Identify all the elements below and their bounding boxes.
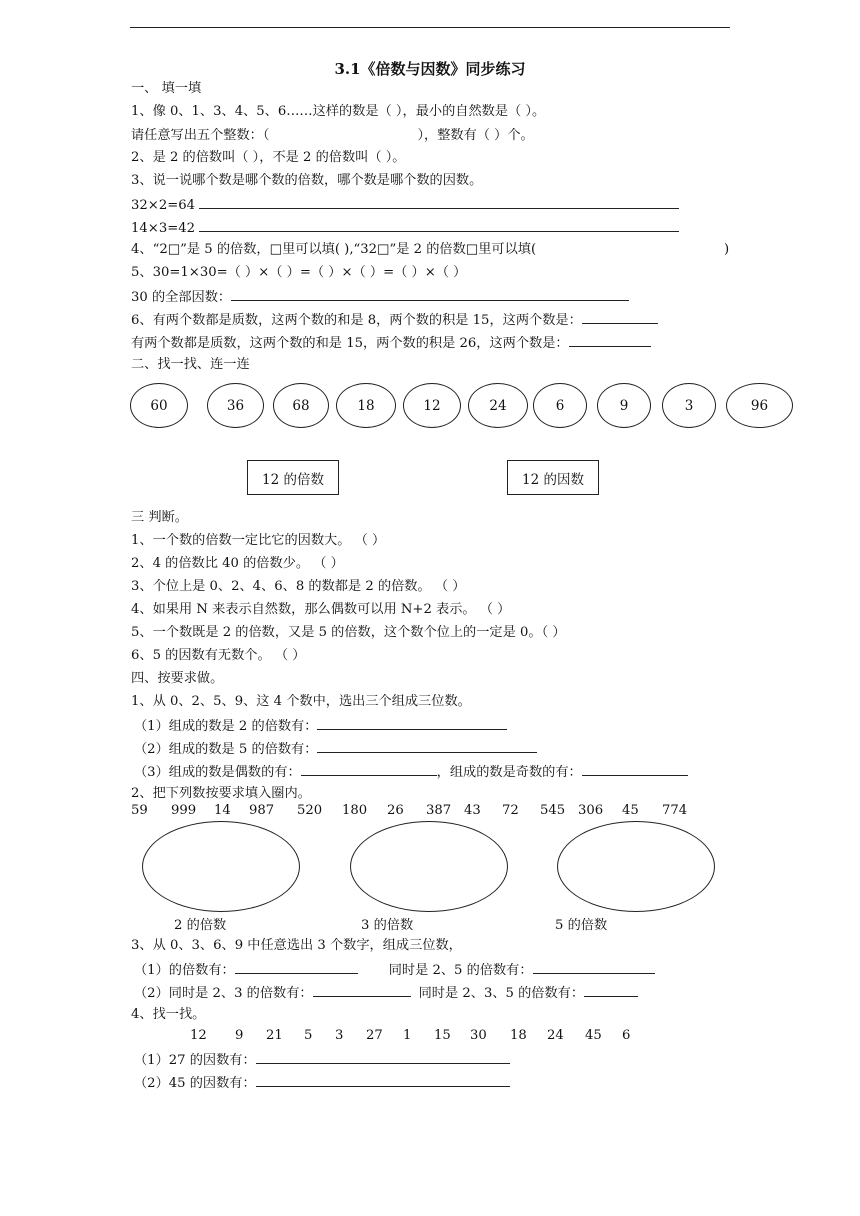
q4-number: 6 — [622, 1028, 631, 1043]
q6a-line — [131, 310, 658, 330]
q2-number: 43 — [464, 803, 481, 818]
multiples-of-3-circle[interactable] — [350, 821, 508, 912]
q3a-equation: 32×2=64 — [131, 198, 196, 213]
factors-of-12-box[interactable]: 12 的因数 — [507, 460, 599, 495]
s4-q4-2-line — [134, 1073, 510, 1093]
s4-q1-2-line — [134, 739, 537, 759]
q1-line-a: 1、像 0、1、3、4、5、6……这样的数是（ ），最小的自然数是（ ）。 — [131, 104, 546, 119]
q2-number: 180 — [342, 803, 368, 818]
q1b-prefix: 请任意写出五个整数：（ — [131, 128, 270, 143]
q6b-line — [131, 333, 651, 353]
s4-q3-1-label-b: 同时是 2、5 的倍数有： — [388, 963, 533, 978]
s4-q4-2-label: （2）45 的因数有： — [134, 1076, 256, 1091]
q4-number: 21 — [266, 1028, 283, 1043]
q1-line-b — [131, 126, 534, 145]
q3b-answer-blank[interactable] — [199, 218, 679, 232]
s4-q1-2-label: （2）组成的数是 5 的倍数有： — [134, 742, 318, 757]
q2-number: 306 — [578, 803, 604, 818]
q2-line: 2、是 2 的倍数叫（ ），不是 2 的倍数叫（ ）。 — [131, 150, 406, 165]
q2-number: 45 — [622, 803, 639, 818]
q2-number: 387 — [426, 803, 452, 818]
s4-q4-1-blank[interactable] — [256, 1050, 510, 1064]
s4-q4-number-row — [0, 1028, 860, 1046]
s4-q3: 3、从 0、3、6、9 中任意选出 3 个数字，组成三位数， — [131, 938, 462, 953]
q4-number: 15 — [434, 1028, 451, 1043]
s4-q3-1-blank-b[interactable] — [533, 960, 655, 974]
section2-heading: 二、找一找、连一连 — [131, 357, 250, 372]
number-oval-3[interactable]: 3 — [662, 383, 716, 428]
section4-heading: 四、按要求做。 — [131, 671, 224, 686]
number-oval-24[interactable]: 24 — [468, 383, 528, 428]
q5b-line — [131, 287, 629, 307]
q2-number: 72 — [502, 803, 519, 818]
q4-number: 3 — [335, 1028, 344, 1043]
page-title: 3.1《倍数与因数》同步练习 — [334, 60, 526, 78]
q4-number: 1 — [403, 1028, 412, 1043]
q6b-text: 有两个数都是质数，这两个数的和是 15，两个数的积是 26，这两个数是： — [131, 336, 569, 351]
q2-number: 987 — [249, 803, 275, 818]
q3b-equation: 14×3=42 — [131, 221, 196, 236]
section3-heading: 三 判断。 — [131, 510, 188, 525]
q4-number: 24 — [547, 1028, 564, 1043]
q2-number: 14 — [214, 803, 231, 818]
q3-line: 3、说一说哪个数是哪个数的倍数，哪个数是哪个数的因数。 — [131, 173, 483, 188]
q4-line: 4、“2□”是 5 的倍数，□里可以填( ),“32□”是 2 的倍数□里可以填( — [131, 242, 537, 257]
s4-q4-1-line — [134, 1050, 510, 1070]
q5-line: 5、30=1×30=（ ）×（ ）=（ ）×（ ）=（ ）×（ ） — [131, 265, 467, 280]
s4-q1-2-blank[interactable] — [317, 739, 537, 753]
number-oval-12[interactable]: 12 — [403, 383, 461, 428]
q4-close-paren: ) — [724, 242, 730, 257]
s4-q2-number-row — [0, 803, 860, 821]
header-rule — [130, 27, 730, 28]
q2-number: 999 — [171, 803, 197, 818]
s4-q1-3-blank-b[interactable] — [582, 762, 688, 776]
number-oval-18[interactable]: 18 — [336, 383, 396, 428]
s4-q3-2-blank-a[interactable] — [313, 983, 411, 997]
q4-number: 12 — [190, 1028, 207, 1043]
number-oval-68[interactable]: 68 — [273, 383, 329, 428]
judge-item-4: 4、如果用 N 来表示自然数，那么偶数可以用 N+2 表示。 （ ） — [131, 602, 511, 617]
s4-q3-2-label-b: 同时是 2、3、5 的倍数有： — [418, 986, 585, 1001]
judge-item-3: 3、个位上是 0、2、4、6、8 的数都是 2 的倍数。 （ ） — [131, 579, 466, 594]
q6a-text: 6、有两个数都是质数，这两个数的和是 8，两个数的积是 15，这两个数是： — [131, 313, 582, 328]
q1b-suffix: ），整数有（ ）个。 — [417, 128, 534, 143]
s4-q3-1-blank-a[interactable] — [235, 960, 358, 974]
q4-number: 18 — [510, 1028, 527, 1043]
s4-q3-2-line — [134, 983, 638, 1003]
q6b-answer-blank[interactable] — [569, 333, 651, 347]
s4-q4-2-blank[interactable] — [256, 1073, 510, 1087]
q4-number: 30 — [470, 1028, 487, 1043]
s4-q1-3-label-b: ，组成的数是奇数的有： — [436, 765, 582, 780]
q4-number: 45 — [585, 1028, 602, 1043]
q2-number: 59 — [131, 803, 148, 818]
judge-item-6: 6、5 的因数有无数个。 （ ） — [131, 648, 306, 663]
q5b-label: 30 的全部因数： — [131, 290, 232, 305]
q4-number: 5 — [304, 1028, 313, 1043]
multiples-of-5-circle[interactable] — [557, 821, 715, 912]
s4-q3-2-label-a: （2）同时是 2、3 的倍数有： — [134, 986, 313, 1001]
number-oval-96[interactable]: 96 — [726, 383, 793, 428]
s4-q1-3-blank-a[interactable] — [301, 762, 437, 776]
s4-q4: 4、找一找。 — [131, 1007, 206, 1022]
s4-q3-1-line — [134, 960, 655, 980]
s4-q1-1-line — [134, 716, 507, 736]
q4-number: 27 — [366, 1028, 383, 1043]
number-oval-36[interactable]: 36 — [207, 383, 264, 428]
q3a-line — [131, 195, 679, 215]
s4-q2: 2、把下列数按要求填入圈内。 — [131, 786, 311, 801]
q2-number: 520 — [297, 803, 323, 818]
s4-q1-3-line — [134, 762, 688, 782]
multiples-of-12-box[interactable]: 12 的倍数 — [247, 460, 339, 495]
s4-q1-1-label: （1）组成的数是 2 的倍数有： — [134, 719, 318, 734]
section1-heading: 一、 填一填 — [131, 81, 202, 96]
s4-q3-1-label-a: （1）的倍数有： — [134, 963, 235, 978]
q2-number: 774 — [662, 803, 688, 818]
s4-q4-1-label: （1）27 的因数有： — [134, 1053, 256, 1068]
judge-item-2: 2、4 的倍数比 40 的倍数少。 （ ） — [131, 556, 344, 571]
judge-item-5: 5、一个数既是 2 的倍数，又是 5 的倍数，这个数个位上的一定是 0。（ ） — [131, 625, 566, 640]
multiples-of-2-caption: 2 的倍数 — [174, 918, 227, 933]
number-oval-9[interactable]: 9 — [597, 383, 651, 428]
q6a-answer-blank[interactable] — [582, 310, 658, 324]
q3b-line — [131, 218, 679, 238]
q4-number: 9 — [235, 1028, 244, 1043]
q2-number: 545 — [540, 803, 566, 818]
s4-q1-1-blank[interactable] — [317, 716, 507, 730]
s4-q3-2-blank-b[interactable] — [584, 983, 638, 997]
s4-q1-3-label-a: （3）组成的数是偶数的有： — [134, 765, 301, 780]
s4-q1: 1、从 0、2、5、9、这 4 个数中，选出三个组成三位数。 — [131, 694, 471, 709]
number-oval-6[interactable]: 6 — [533, 383, 587, 428]
q2-number: 26 — [387, 803, 404, 818]
number-oval-60[interactable]: 60 — [130, 383, 188, 428]
multiples-of-3-caption: 3 的倍数 — [361, 918, 414, 933]
judge-item-1: 1、一个数的倍数一定比它的因数大。 （ ） — [131, 533, 386, 548]
q3a-answer-blank[interactable] — [199, 195, 679, 209]
q5b-answer-blank[interactable] — [231, 287, 629, 301]
multiples-of-2-circle[interactable] — [142, 821, 300, 912]
multiples-of-5-caption: 5 的倍数 — [555, 918, 608, 933]
